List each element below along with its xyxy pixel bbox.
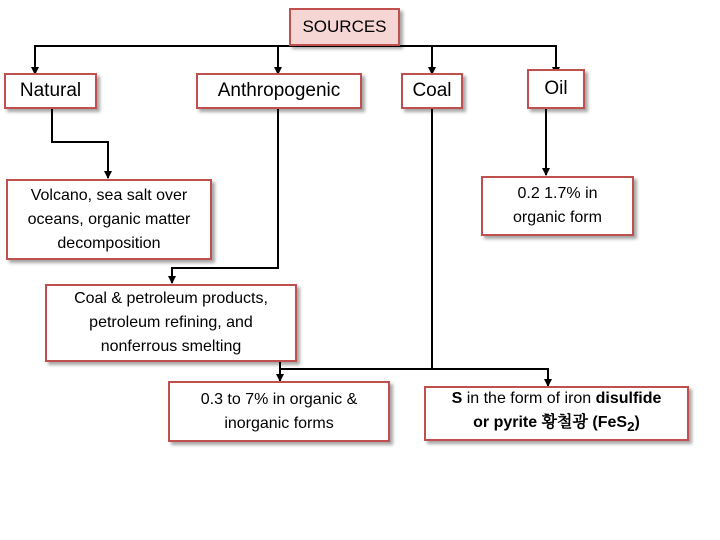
coal-content-text: 0.3 to 7% in organic & inorganic forms	[200, 390, 358, 432]
connector-natural-detail	[52, 108, 108, 178]
natural-detail-box	[6, 179, 212, 260]
coal-form-box	[424, 386, 689, 441]
natural-detail-text: Volcano, sea salt over oceans, organic matter decomposition	[27, 186, 191, 252]
oil-label: Oil	[544, 78, 568, 99]
oil-box	[527, 69, 585, 109]
anthropogenic-detail-box	[45, 284, 297, 362]
sources-label: SOURCES	[302, 17, 387, 36]
oil-detail-text: 0.2 1.7% in organic form	[513, 185, 602, 226]
coal-content-box	[168, 381, 390, 442]
sources-box	[289, 8, 400, 46]
coal-form-close: )	[634, 414, 640, 432]
coal-form-line2: or pyrite 황철광 (FeS	[473, 414, 628, 432]
natural-box	[4, 73, 97, 109]
anthropogenic-box	[196, 73, 362, 109]
coal-form-subscript: 2	[627, 419, 635, 435]
connector-sources-bus	[35, 46, 556, 74]
coal-form-middle: in the form of iron	[462, 390, 596, 408]
natural-label: Natural	[19, 80, 82, 101]
oil-detail-box	[481, 176, 634, 236]
coal-form-text	[452, 387, 662, 439]
anthropogenic-label: Anthropogenic	[217, 80, 341, 101]
coal-form-s: S	[451, 390, 463, 408]
coal-box	[401, 73, 463, 109]
coal-form-disulfide: disulfide	[595, 390, 662, 408]
coal-label: Coal	[412, 80, 452, 101]
anthropogenic-detail-text: Coal & petroleum products, petroleum refining, and nonferrous smelting	[74, 290, 268, 355]
